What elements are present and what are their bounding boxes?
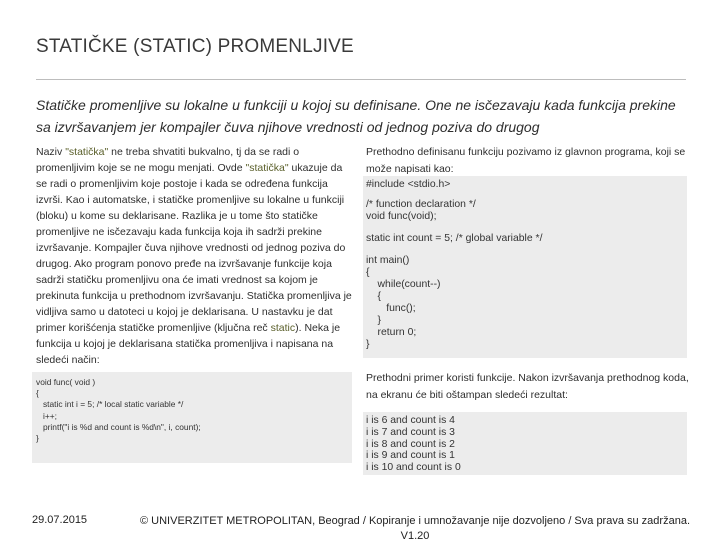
highlight-staticka-1: "statička" bbox=[65, 146, 109, 158]
code-line: int main() bbox=[366, 255, 410, 266]
right-result-text: Prethodni primer koristi funkcije. Nakon izvršavanja prethodnog koda, na ekranu će biti oštampan sledeći rezultat: bbox=[366, 372, 689, 401]
code-line: while(count--) bbox=[366, 279, 441, 290]
func-code-block bbox=[32, 372, 352, 463]
output-line: i is 9 and count is 1 bbox=[366, 450, 455, 462]
code-line: i++; bbox=[36, 410, 57, 421]
code-decl: void func(void); bbox=[366, 211, 437, 222]
highlight-static-keyword: static bbox=[270, 322, 296, 334]
program-output-block bbox=[363, 412, 687, 475]
slide-title: STATIČKE (STATIC) PROMENLJIVE bbox=[36, 36, 354, 57]
code-line: printf("i is %d and count is %d\n", i, count); bbox=[36, 421, 201, 432]
code-line: } bbox=[366, 315, 382, 326]
code-decl-comment: /* function declaration */ bbox=[366, 199, 476, 210]
slide-subtitle: Statičke promenljive su lokalne u funkciji u kojoj su definisane. One ne isčezavaju kada funkcija prekine sa izvršavanjem jer kompajler čuva njihove vrednosti od jednog poziva do drugog bbox=[36, 97, 676, 135]
code-line: func(); bbox=[366, 303, 416, 314]
title-divider bbox=[36, 79, 686, 80]
highlight-staticka-2: "statička" bbox=[245, 162, 289, 174]
main-code-block bbox=[363, 176, 687, 358]
left-text-d: ). Neka je funkcija u kojoj je deklarisana statička promenljiva i napisana na sledeći način: bbox=[36, 322, 341, 366]
left-paragraph bbox=[36, 144, 354, 368]
code-line: static int i = 5; /* local static variable */ bbox=[36, 399, 184, 410]
output-line: i is 6 and count is 4 bbox=[366, 415, 455, 426]
code-line: return 0; bbox=[366, 327, 417, 338]
left-text-c: ukazuje da se radi o promenljivim koje postoje i kada se određena funkcija izvrši. Kao i automatske, i statičke promenljive su lokalne u funkciji (bloku) u kome su deklarisane. Razlika je u tome što statičke promenljive ne isčezavaju kada funkcija koja ih sadrži prekine izvršavanje. Kompajler čuva njihove vrednosti od jednog poziva do drugog. Ako program ponovo pređe na izvršavanje funkcije koja sadrži statičku promenljivu ona će imati vrednost sa kojom je prekinuta funkcija u prethodnom izvršavanju. Statička promenljiva je vidljiva samo u datoteci u kojoj je deklarisana. U nastavku je dat primer korišćenja statičke promenljive (ključna reč bbox=[36, 162, 352, 334]
code-line: { bbox=[366, 291, 382, 302]
code-line: { bbox=[366, 267, 370, 278]
left-text-b: ne treba shvatiti bukvalno, tj da se radi o promenljivim koje se ne mogu menjati. Ovde bbox=[36, 146, 300, 174]
output-line: i is 10 and count is 0 bbox=[366, 462, 461, 474]
code-line: } bbox=[36, 433, 39, 444]
code-line: { bbox=[36, 388, 39, 399]
code-line: void func( void ) bbox=[36, 377, 96, 387]
code-include: #include <stdio.h> bbox=[366, 179, 451, 190]
left-text-a: Naziv bbox=[36, 146, 66, 158]
version-line: V1.20 bbox=[400, 530, 430, 542]
right-intro-text: Prethodno definisanu funkciju pozivamo iz glavnon programa, koji se može napisati kao: bbox=[366, 146, 686, 175]
copyright-line: © UNIVERZITET METROPOLITAN, Beograd / Kopiranje i umnožavanje nije dozvoljeno / Sva prava su zadržana. bbox=[140, 515, 690, 527]
output-line: i is 7 and count is 3 bbox=[366, 426, 455, 438]
output-line: i is 8 and count is 2 bbox=[366, 438, 455, 450]
code-global: static int count = 5; /* global variable */ bbox=[366, 233, 543, 244]
footer-date: 29.07.2015 bbox=[32, 514, 88, 526]
code-line: } bbox=[366, 339, 370, 350]
